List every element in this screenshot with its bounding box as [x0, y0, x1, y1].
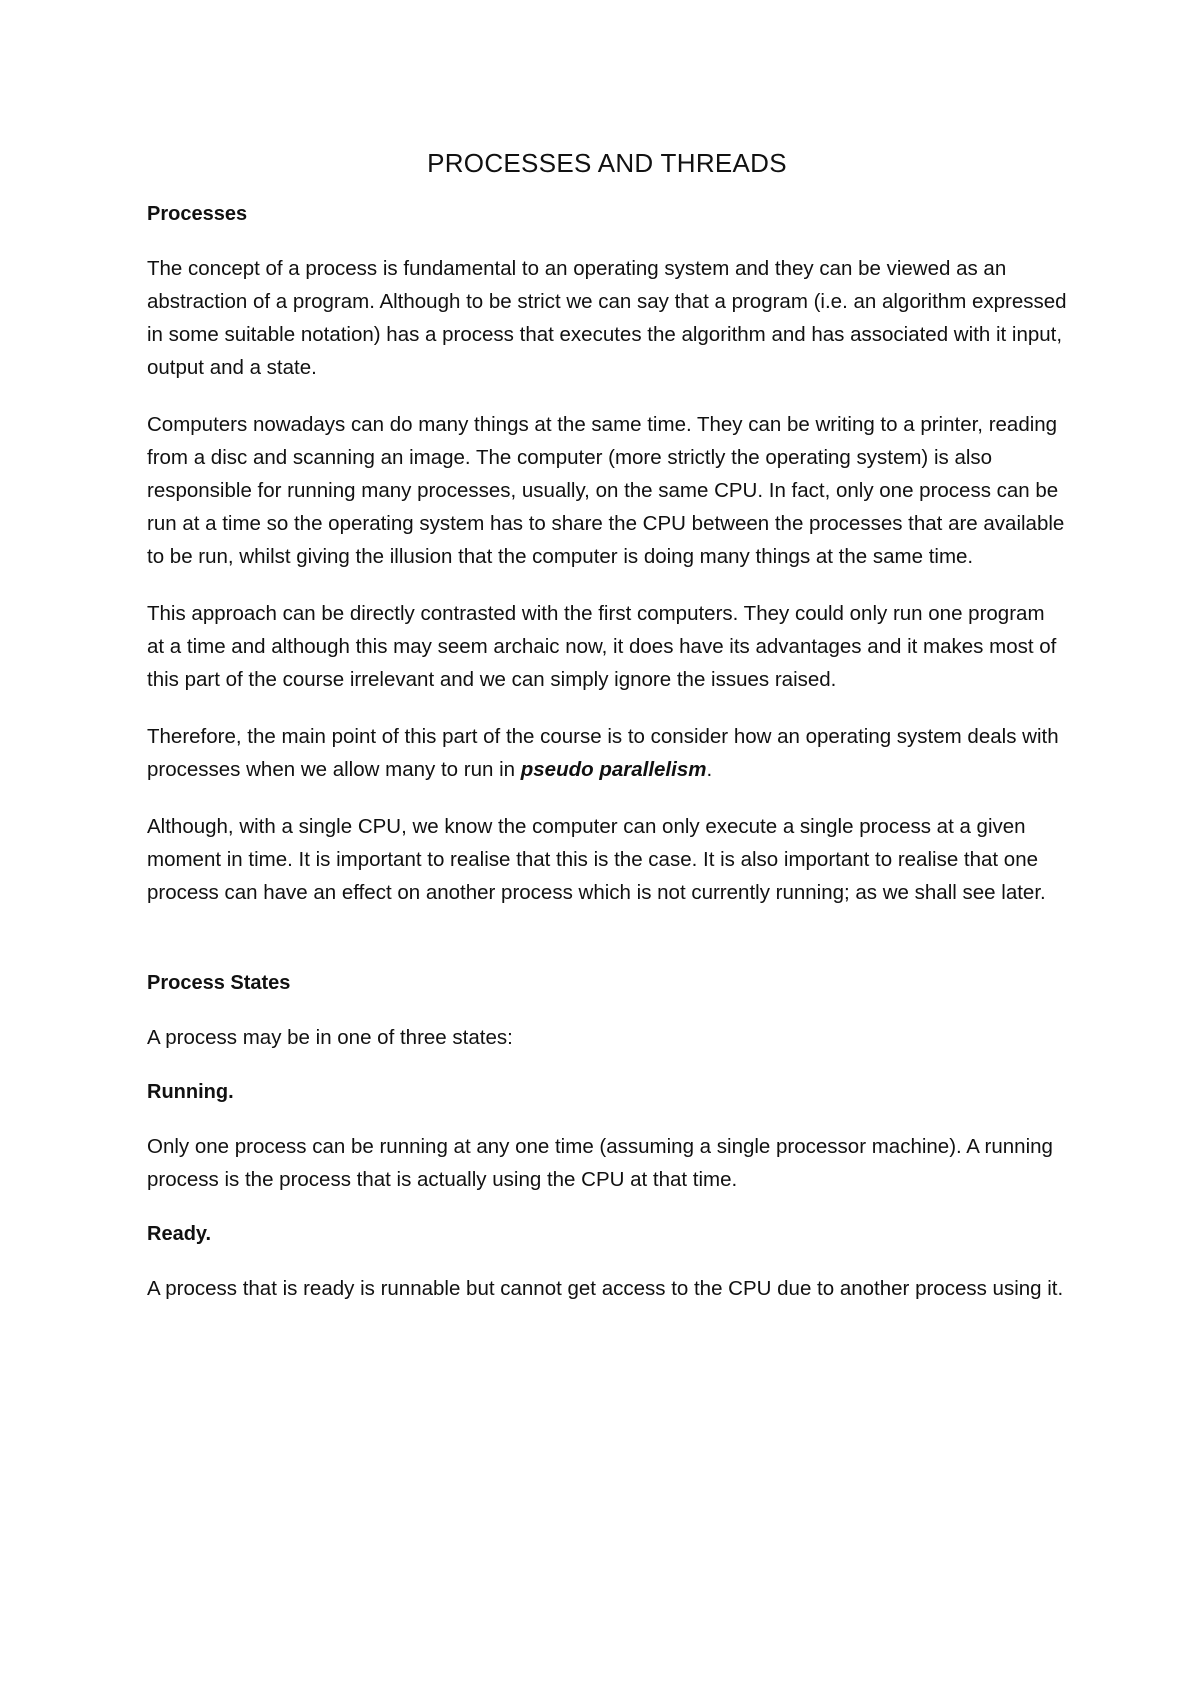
paragraph-states-intro: A process may be in one of three states:: [147, 1026, 513, 1049]
state-label-ready: Ready.: [147, 1223, 212, 1245]
state-description-ready: A process that is ready is runnable but cannot get access to the CPU due to another process using it.: [147, 1277, 1064, 1300]
section-heading-process-states: Process States: [147, 972, 291, 994]
paragraph-first-computers: This approach can be directly contrasted with the first computers. They could only run one program at a time and although this may seem archaic now, it does have its advantages and it makes most of this part of the course irrelevant and we can simply ignore the issues raised.: [147, 602, 1057, 691]
document-title: PROCESSES AND THREADS: [427, 148, 787, 178]
paragraph-pseudo-parallelism: [147, 720, 1067, 786]
state-label-running: Running.: [147, 1081, 234, 1103]
paragraph-text-after: .: [706, 758, 713, 781]
section-heading-processes: Processes: [147, 203, 248, 225]
paragraph-single-cpu: Although, with a single CPU, we know the computer can only execute a single process at a given moment in time. It is important to realise that this is the case. It is also important to realise that one process can have an effect on another process which is not currently running; as we shall see later.: [147, 815, 1046, 904]
document-body: [147, 146, 1067, 1329]
paragraph-text-before: Therefore, the main point of this part of the course is to consider how an operating system deals with processes when we allow many to run in: [147, 725, 1059, 781]
paragraph-process-concept: The concept of a process is fundamental to an operating system and they can be viewed as an abstraction of a program. Although to be strict we can say that a program (i.e. an algorithm expressed in some suitable notation) has a process that executes the algorithm and has associated with it input, output and a state.: [147, 257, 1067, 379]
state-description-running: Only one process can be running at any one time (assuming a single processor machine). A running process is the process that is actually using the CPU at that time.: [147, 1135, 1053, 1191]
section-spacer: [147, 933, 1067, 969]
paragraph-multitasking: Computers nowadays can do many things at the same time. They can be writing to a printer, reading from a disc and scanning an image. The computer (more strictly the operating system) is also responsible for running many processes, usually, on the same CPU. In fact, only one process can be run at a time so the operating system has to share the CPU between the processes that are available to be run, whilst giving the illusion that the computer is doing many things at the same time.: [147, 413, 1065, 568]
emphasis-pseudo-parallelism: pseudo parallelism: [520, 758, 707, 781]
